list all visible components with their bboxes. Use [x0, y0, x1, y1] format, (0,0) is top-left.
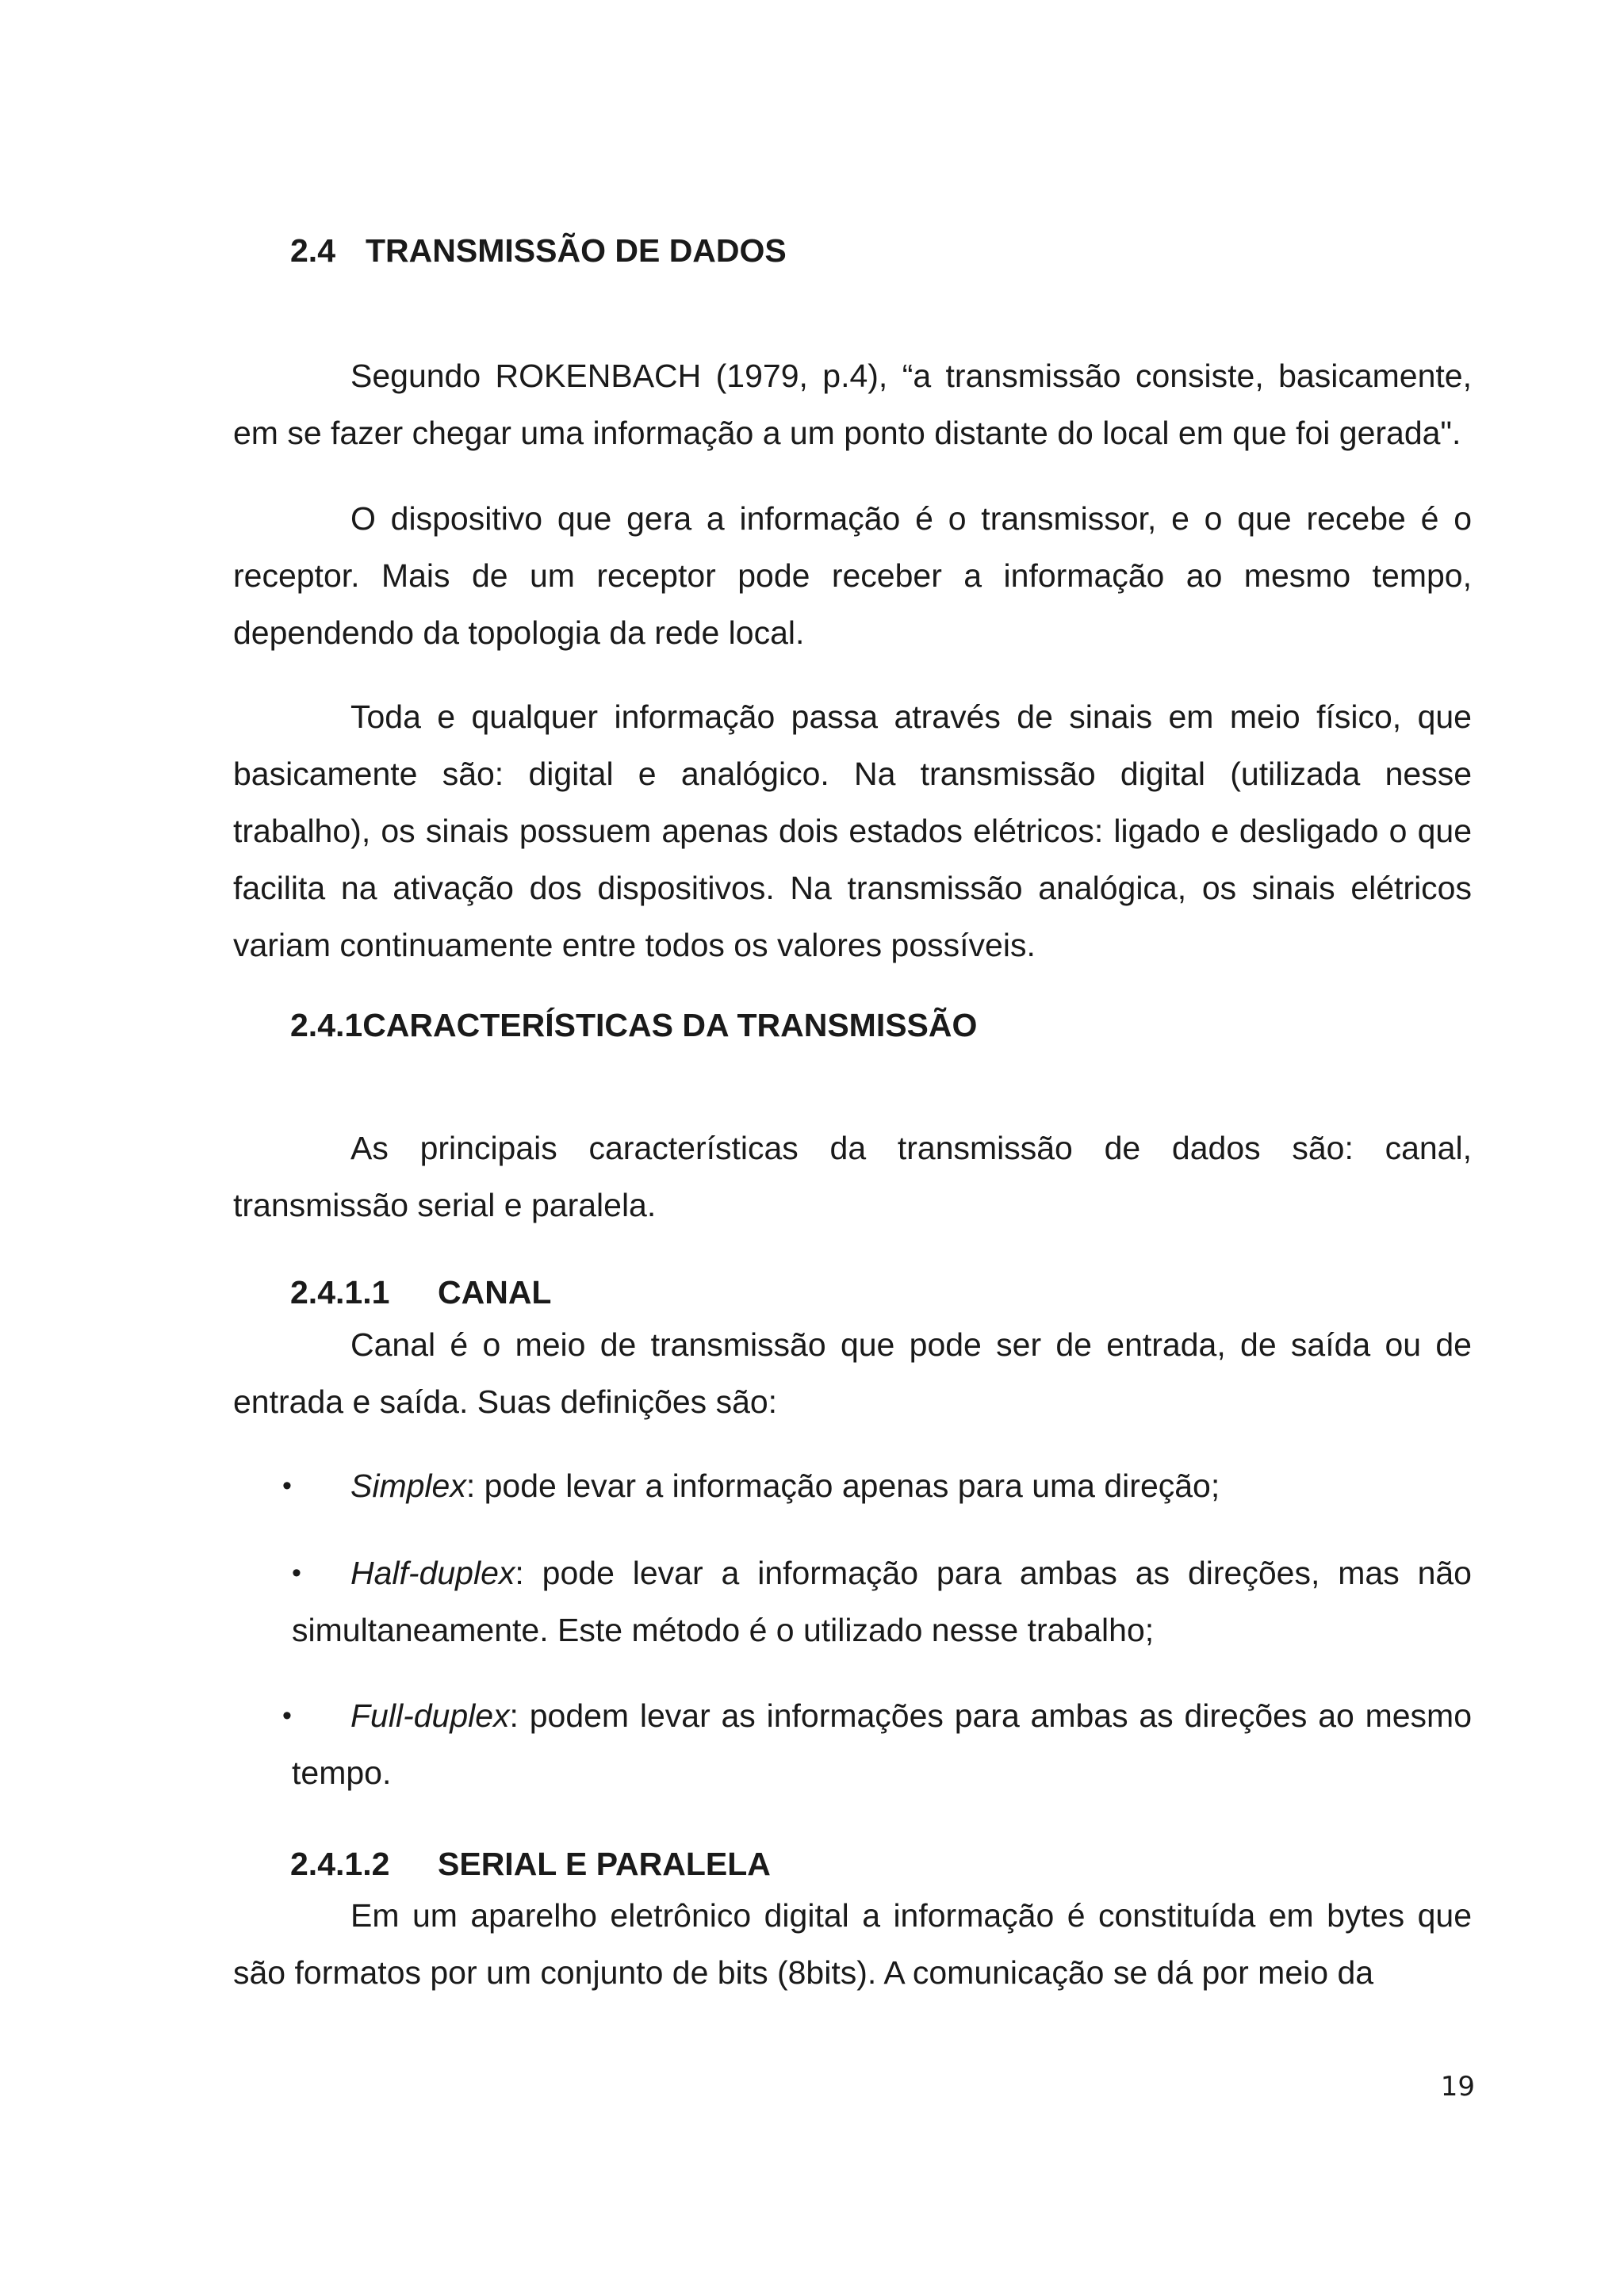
paragraph-transmitter-receiver: O dispositivo que gera a informação é o transmissor, e o que recebe é o receptor. Mais de um receptor pode receber a informação ao mesmo tempo, dependendo da topologia da rede local.: [233, 500, 1472, 651]
section-heading-2-4-1-2: [290, 1848, 771, 1881]
paragraph-rokenbach-quote: Segundo ROKENBACH (1979, p.4), “a transmissão consiste, basicamente, em se fazer chegar uma informação a um ponto distante do local em que foi gerada".: [233, 358, 1472, 451]
paragraph-characteristics: As principais características da transmissão de dados são: canal, transmissão serial e paralela.: [233, 1130, 1472, 1223]
paragraph-signals: Toda e qualquer informação passa através de sinais em meio físico, que basicamente são: digital e analógico. Na transmissão digital (utilizada nesse trabalho), os sinais possuem apenas dois estados elétricos: ligado e desligado o que facilita na ativação dos dispositivos. Na transmissão analógica, os sinais elétricos variam continuamente entre todos os valores possíveis.: [233, 698, 1472, 963]
list-item-term: Full-duplex: [350, 1697, 510, 1734]
section-heading-2-4: [290, 232, 787, 269]
list-item-half-duplex: [233, 1544, 1472, 1659]
list-item-text: : pode levar a informação para ambas as direções, mas não simultaneamente. Este método é o utilizado nesse trabalho;: [292, 1555, 1472, 1648]
paragraph-canal: Canal é o meio de transmissão que pode ser de entrada, de saída ou de entrada e saída. Suas definições são:: [233, 1326, 1472, 1420]
bullet-icon: •: [292, 1558, 301, 1588]
list-item-term: Simplex: [350, 1468, 466, 1504]
page-number: 19: [1440, 2071, 1475, 2103]
list-item-text: : pode levar a informação apenas para uma direção;: [465, 1468, 1220, 1504]
section-heading-2-4-1: 2.4.1CARACTERÍSTICAS DA TRANSMISSÃO: [290, 1007, 978, 1043]
list-item-simplex: [233, 1457, 1472, 1514]
list-item-text: : podem levar as informações para ambas as direções ao mesmo tempo.: [292, 1697, 1472, 1791]
section-number: 2.4: [290, 232, 335, 269]
list-item-term: Half-duplex: [350, 1555, 515, 1591]
section-number: 2.4.1.2: [290, 1846, 390, 1882]
paragraph-serial-parallel: Em um aparelho eletrônico digital a informação é constituída em bytes que são formatos por um conjunto de bits (8bits). A comunicação se dá por meio da: [233, 1897, 1472, 1991]
section-title: SERIAL E PARALELA: [438, 1846, 771, 1882]
section-title: TRANSMISSÃO DE DADOS: [366, 232, 787, 269]
bullet-icon: •: [282, 1471, 292, 1501]
section-number: 2.4.1.1: [290, 1274, 390, 1311]
section-title: CANAL: [438, 1274, 552, 1311]
list-item-full-duplex: [233, 1687, 1472, 1801]
section-heading-2-4-1-1: [290, 1276, 551, 1309]
bullet-icon: •: [282, 1701, 292, 1731]
